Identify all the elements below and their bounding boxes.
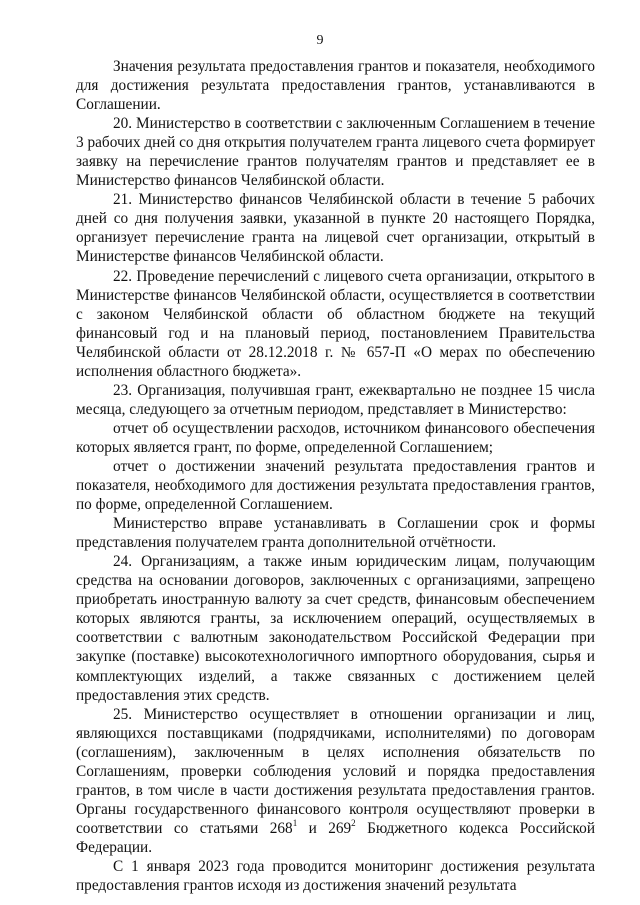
paragraph-23-expenses-report: отчет об осуществлении расходов, источником финансового обеспечения которых является грант, по форме, определенной Соглашением; bbox=[76, 419, 595, 456]
paragraph-monitoring: С 1 января 2023 года проводится мониторинг достижения результата предоставления грантов исходя из достижения значений результата bbox=[76, 857, 595, 895]
paragraph-25-text-start: 25. Министерство осуществляет в отношении организации и лиц, являющихся поставщиками (подрядчиками, исполнителями) по договорам (соглашениям), заключенным в целях исполнения обязательств по Соглашениям, проверки соблюдения условий и порядка предоставления грантов, в том числе в части достижения результата предоставления грантов. Органы государственного финансового контроля осуществляют проверки в соответствии со статьями 268 bbox=[76, 705, 595, 837]
paragraph-25-text-middle: и 269 bbox=[297, 819, 352, 837]
paragraph-21: 21. Министерство финансов Челябинской области в течение 5 рабочих дней со дня получения заявки, указанной в пункте 20 настоящего Порядка, организует перечисление гранта на лицевой счет организации, открытый в Министерстве финансов Челябинской области. bbox=[76, 191, 595, 266]
paragraph-23-results-report: отчет о достижении значений результата предоставления грантов и показателя, необходимого для достижения результата предоставления грантов, по форме, определенной Соглашением. bbox=[76, 457, 595, 514]
superscript-2: 2 bbox=[351, 817, 356, 828]
paragraph-22: 22. Проведение перечислений с лицевого счета организации, открытого в Министерстве финансов Челябинской области, осуществляется в соответствии с законом Челябинской области об областном бюджете на текущий финансовый год и на плановый период, постановлением Правительства Челябинской области от 28.12.2018 г. № 657-П «О мерах по обеспечению исполнения областного бюджета». bbox=[76, 267, 595, 380]
superscript-1: 1 bbox=[292, 817, 298, 828]
paragraph-additional-reporting: Министерство вправе устанавливать в Соглашении срок и формы представления получателем гранта дополнительной отчётности. bbox=[76, 515, 595, 552]
paragraph-25-text-end: Бюджетного кодекса Российской Федерации. bbox=[76, 819, 595, 856]
paragraph-results-values: Значения результата предоставления грантов и показателя, необходимого для достижения результата предоставления грантов, устанавливаются в Соглашении. bbox=[76, 58, 595, 114]
document-body bbox=[76, 57, 595, 895]
paragraph-23: 23. Организация, получившая грант, ежеквартально не позднее 15 числа месяца, следующего за отчетным периодом, представляет в Министерство: bbox=[76, 381, 595, 418]
paragraph-20: 20. Министерство в соответствии с заключенным Соглашением в течение 3 рабочих дней со дня открытия получателем гранта лицевого счета формирует заявку на перечисление грантов получателям грантов и представляет ее в Министерство финансов Челябинской области. bbox=[76, 115, 595, 190]
paragraph-24: 24. Организациям, а также иным юридическим лицам, получающим средства на основании договоров, заключенных с организациями, запрещено приобретать иностранную валюту за счет средств, финансовым обеспечением которых являются гранты, за исключением операций, осуществляемых в соответствии с валютным законодательством Российской Федерации при закупке (поставке) высокотехнологичного импортного оборудования, сырья и комплектующих изделий, а также связанных с достижением целей предоставления этих средств. bbox=[76, 553, 595, 704]
page-number: 9 bbox=[316, 33, 324, 48]
paragraph-25 bbox=[76, 705, 595, 857]
